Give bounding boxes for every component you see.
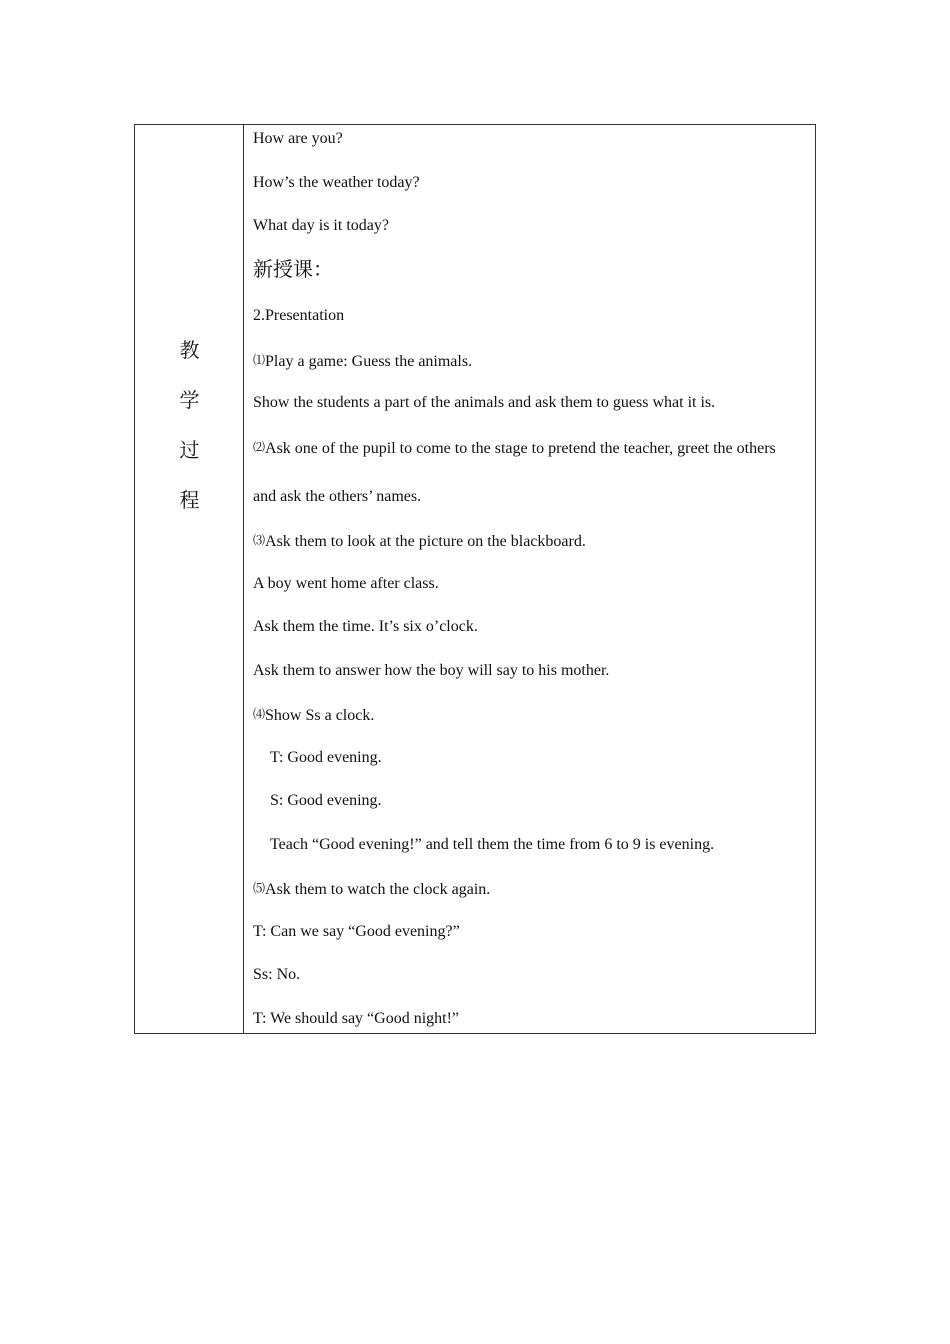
- content-line: How are you?: [253, 130, 343, 147]
- content-line: ⑷Show Ss a clock.: [253, 707, 375, 724]
- step-number: ⑵: [253, 440, 266, 454]
- content-line: ⑶Ask them to look at the picture on the blackboard.: [253, 533, 586, 550]
- section-heading: 新授课：: [253, 257, 333, 281]
- content-line: ⑴Play a game: Guess the animals.: [253, 353, 473, 370]
- step-number: ⑶: [253, 533, 266, 547]
- content-line: ⑵Ask one of the pupil to come to the stage to pretend the teacher, greet the others: [253, 440, 776, 457]
- step-number: ⑷: [253, 707, 266, 721]
- section-label-char: 程: [179, 488, 200, 512]
- section-label-char: 教: [179, 338, 200, 362]
- section-label-char: 学: [179, 388, 200, 412]
- lesson-table: [134, 124, 816, 1034]
- content-line: Show the students a part of the animals and ask them to guess what it is.: [253, 394, 716, 411]
- content-line: What day is it today?: [253, 217, 389, 234]
- content-line: A boy went home after class.: [253, 575, 439, 592]
- content-line: ⑸Ask them to watch the clock again.: [253, 881, 491, 898]
- step-number: ⑸: [253, 881, 266, 895]
- section-label-char: 过: [179, 438, 200, 462]
- content-line: Ask them the time. It’s six o’clock.: [253, 618, 478, 635]
- content-cell: [245, 125, 815, 1033]
- content-line: 2.Presentation: [253, 307, 345, 324]
- content-line: and ask the others’ names.: [253, 488, 422, 505]
- content-line: Teach “Good evening!” and tell them the time from 6 to 9 is evening.: [270, 836, 715, 853]
- dialogue-line: S: Good evening.: [270, 792, 382, 809]
- dialogue-line: T: We should say “Good night!”: [253, 1010, 460, 1027]
- dialogue-line: T: Good evening.: [270, 749, 382, 766]
- content-line: How’s the weather today?: [253, 174, 420, 191]
- dialogue-line: Ss: No.: [253, 966, 301, 983]
- step-number: ⑴: [253, 353, 266, 367]
- section-label-cell: [135, 125, 244, 1033]
- dialogue-line: T: Can we say “Good evening?”: [253, 923, 460, 940]
- content-line: Ask them to answer how the boy will say to his mother.: [253, 662, 610, 679]
